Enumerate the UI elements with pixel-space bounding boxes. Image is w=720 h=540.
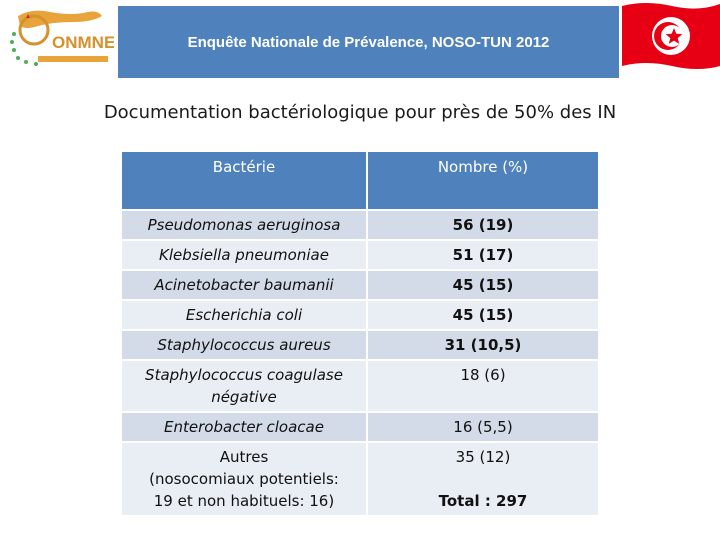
table-row <box>121 442 599 516</box>
table-row <box>121 360 599 412</box>
bacteria-count: 16 (5,5) <box>367 412 599 442</box>
bacteria-name: Acinetobacter baumanii <box>121 270 367 300</box>
table-row <box>121 300 599 330</box>
table-row <box>121 270 599 300</box>
header-title: Enquête Nationale de Prévalence, NOSO-TUN 2012 <box>187 33 550 51</box>
table-row <box>121 412 599 442</box>
bacteria-name <box>121 442 367 516</box>
bacteria-count: 35 (12) <box>455 448 511 466</box>
bacteria-name-line: (nosocomiaux potentiels: <box>149 470 339 488</box>
bacteria-count: 51 (17) <box>367 240 599 270</box>
column-header-nombre: Nombre (%) <box>367 151 599 210</box>
bacteria-name-line: Staphylococcus coagulase <box>145 366 343 384</box>
bacteria-name-line: 19 et non habituels: 16) <box>153 492 335 510</box>
table-row <box>121 240 599 270</box>
bacteria-count: 45 (15) <box>367 270 599 300</box>
bacteria-count-cell <box>367 442 599 516</box>
header-banner <box>118 6 619 78</box>
bacteria-count: 31 (10,5) <box>367 330 599 360</box>
bacteria-name <box>121 360 367 412</box>
bacteria-count: 45 (15) <box>367 300 599 330</box>
bacteria-count: 18 (6) <box>367 360 599 412</box>
tunisia-flag-icon <box>622 0 720 70</box>
bacteria-name: Escherichia coli <box>121 300 367 330</box>
bacteria-name-line: Autres <box>219 448 269 466</box>
table-row <box>121 330 599 360</box>
bacteria-name: Pseudomonas aeruginosa <box>121 210 367 240</box>
onmne-logo <box>2 4 114 72</box>
table-header-row <box>121 151 599 210</box>
subtitle: Documentation bactériologique pour près de 50% des IN <box>103 102 617 123</box>
bacteria-count: 56 (19) <box>367 210 599 240</box>
column-header-bacterie: Bactérie <box>121 151 367 210</box>
logo-text: ONMNE <box>52 33 114 52</box>
bacteria-name: Staphylococcus aureus <box>121 330 367 360</box>
bacteria-name-line: négative <box>211 388 277 406</box>
table-row <box>121 210 599 240</box>
total-count: Total : 297 <box>438 492 528 510</box>
bacteria-table <box>120 150 600 517</box>
bacteria-name: Enterobacter cloacae <box>121 412 367 442</box>
bacteria-name: Klebsiella pneumoniae <box>121 240 367 270</box>
